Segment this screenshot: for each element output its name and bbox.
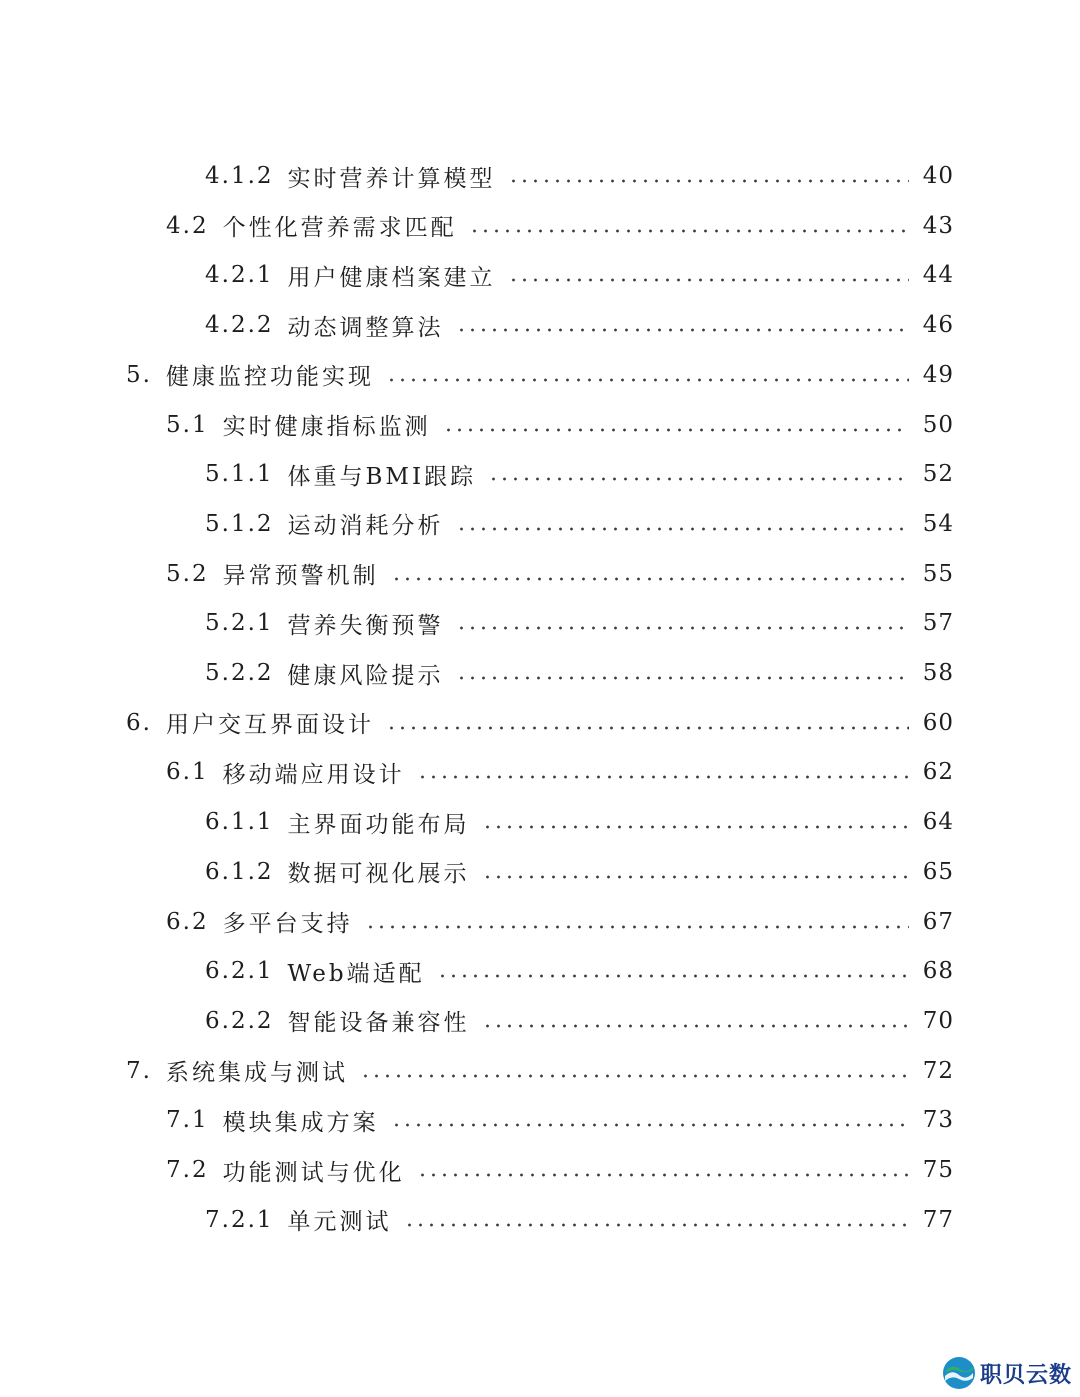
toc-entry[interactable] [205,946,954,996]
toc-entry[interactable] [166,897,954,947]
toc-entry-number: 4.2.2 [205,312,274,339]
toc-entry[interactable] [166,1095,954,1145]
toc-entry-page-number: 67 [922,908,954,935]
toc-entry[interactable] [126,1046,954,1096]
toc-dot-leader [417,1173,909,1177]
toc-entry-number: 7. [126,1057,152,1084]
toc-entry-number: 5.2.1 [205,610,274,637]
toc-entry-page-number: 49 [922,361,954,388]
toc-entry-number: 5.2.2 [205,660,274,686]
toc-entry-page-number: 75 [922,1157,954,1183]
toc-entry[interactable] [205,1195,954,1245]
toc-entry-title: 营养失衡预警 [287,612,444,639]
toc-entry[interactable] [205,996,954,1046]
toc-entry-number: 6.1.1 [205,809,274,836]
toc-entry-page-number: 55 [922,560,954,587]
toc-entry-number: 6.2.1 [205,958,274,985]
toc-entry-page-number: 46 [922,312,954,339]
toc-dot-leader [508,179,909,183]
toc-entry[interactable] [126,350,954,400]
toc-dot-leader [456,527,909,531]
toc-entry-title: 移动端应用设计 [222,761,405,788]
toc-dot-leader [391,1123,909,1127]
toc-dot-leader [386,378,909,382]
toc-entry[interactable] [126,698,954,748]
toc-dot-leader [437,974,909,978]
toc-entry-title: 多平台支持 [222,911,353,937]
watermark-text: 职贝云数 [979,1362,1072,1388]
toc-dot-leader [456,676,909,680]
toc-entry-title: 模块集成方案 [222,1109,379,1136]
toc-entry-title: 主界面功能布局 [287,811,470,838]
toc-dot-leader [456,328,909,332]
toc-entry-page-number: 57 [922,610,954,637]
toc-dot-leader [391,577,909,581]
toc-entry[interactable] [166,549,954,599]
toc-entry-number: 5.1.2 [205,510,274,537]
toc-entry[interactable] [205,449,954,499]
toc-entry-title: 实时营养计算模型 [287,165,496,192]
toc-entry-page-number: 62 [922,759,954,786]
toc-entry-title: Web端适配 [287,960,425,987]
toc-entry-number: 4.2 [166,212,209,239]
toc-dot-leader [360,1074,909,1078]
toc-entry-number: 6.2 [166,908,209,935]
wave-globe-icon [942,1356,976,1390]
toc-entry-number: 4.1.2 [205,163,274,189]
toc-dot-leader [417,775,909,779]
toc-entry-title: 系统集成与测试 [165,1060,348,1087]
toc-entry-title: 单元测试 [287,1209,392,1236]
toc-dot-leader [386,726,909,730]
toc-entry-page-number: 68 [922,958,954,985]
toc-entry-number: 5.1 [166,411,209,438]
toc-entry-number: 6.1 [166,759,209,786]
toc-entry-title: 实时健康指标监测 [222,414,431,440]
toc-dot-leader [508,278,909,282]
toc-dot-leader [482,1024,909,1028]
toc-entry[interactable] [166,1145,954,1195]
toc-entry-number: 7.2 [166,1157,209,1183]
toc-entry-title: 智能设备兼容性 [287,1010,470,1037]
toc-entry-title: 运动消耗分析 [287,513,444,540]
toc-dot-leader [404,1223,909,1227]
toc-entry-page-number: 72 [922,1057,954,1084]
toc-entry[interactable] [205,250,954,300]
toc-entry-number: 7.2.1 [205,1206,274,1233]
toc-entry-page-number: 43 [922,212,954,239]
toc-dot-leader [482,875,909,879]
toc-entry-title: 健康监控功能实现 [165,364,374,391]
toc-dot-leader [456,626,909,630]
toc-entry-number: 6. [126,709,152,736]
toc-entry-number: 6.1.2 [205,858,274,885]
toc-entry-page-number: 60 [922,709,954,736]
toc-entry-page-number: 64 [922,809,954,836]
toc-entry[interactable] [205,648,954,698]
toc-dot-leader [469,229,909,233]
toc-entry-page-number: 70 [922,1007,954,1034]
toc-entry-number: 4.2.1 [205,262,274,289]
toc-entry[interactable] [205,300,954,350]
toc-dot-leader [443,428,909,432]
toc-entry[interactable] [205,598,954,648]
toc-entry-page-number: 52 [922,461,954,488]
toc-entry-page-number: 40 [922,163,954,189]
toc-entry-title: 用户健康档案建立 [287,264,496,291]
toc-entry[interactable] [205,499,954,549]
toc-dot-leader [365,925,909,929]
toc-entry[interactable] [205,847,954,897]
toc-dot-leader [482,825,909,829]
toc-dot-leader [488,477,909,481]
toc-entry-page-number: 77 [922,1206,954,1233]
toc-entry-title: 数据可视化展示 [287,861,470,888]
toc-entry-number: 7.1 [166,1107,209,1134]
toc-entry-page-number: 65 [922,858,954,885]
toc-entry-title: 动态调整算法 [287,314,444,341]
toc-entry[interactable] [166,400,954,450]
toc-entry[interactable] [166,201,954,251]
toc-entry[interactable] [205,797,954,847]
toc-entry-page-number: 54 [922,510,954,537]
toc-entry-number: 5. [126,361,152,388]
toc-entry-title: 功能测试与优化 [222,1159,405,1186]
toc-entry[interactable] [166,747,954,797]
toc-entry-number: 5.2 [166,560,209,587]
toc-entry-page-number: 44 [922,262,954,289]
toc-entry-title: 异常预警机制 [222,563,379,590]
toc-entry-title: 健康风险提示 [287,662,444,689]
toc-entry-number: 6.2.2 [205,1007,274,1034]
toc-entry[interactable] [205,151,954,201]
toc-entry-number: 5.1.1 [205,461,274,488]
toc-entry-page-number: 58 [922,660,954,686]
watermark [942,1353,1072,1393]
toc-entry-title: 用户交互界面设计 [165,712,374,739]
toc-entry-title: 体重与BMI跟踪 [287,463,477,490]
toc-entry-page-number: 73 [922,1107,954,1134]
toc-entry-title: 个性化营养需求匹配 [222,215,457,242]
toc-entry-page-number: 50 [922,411,954,438]
